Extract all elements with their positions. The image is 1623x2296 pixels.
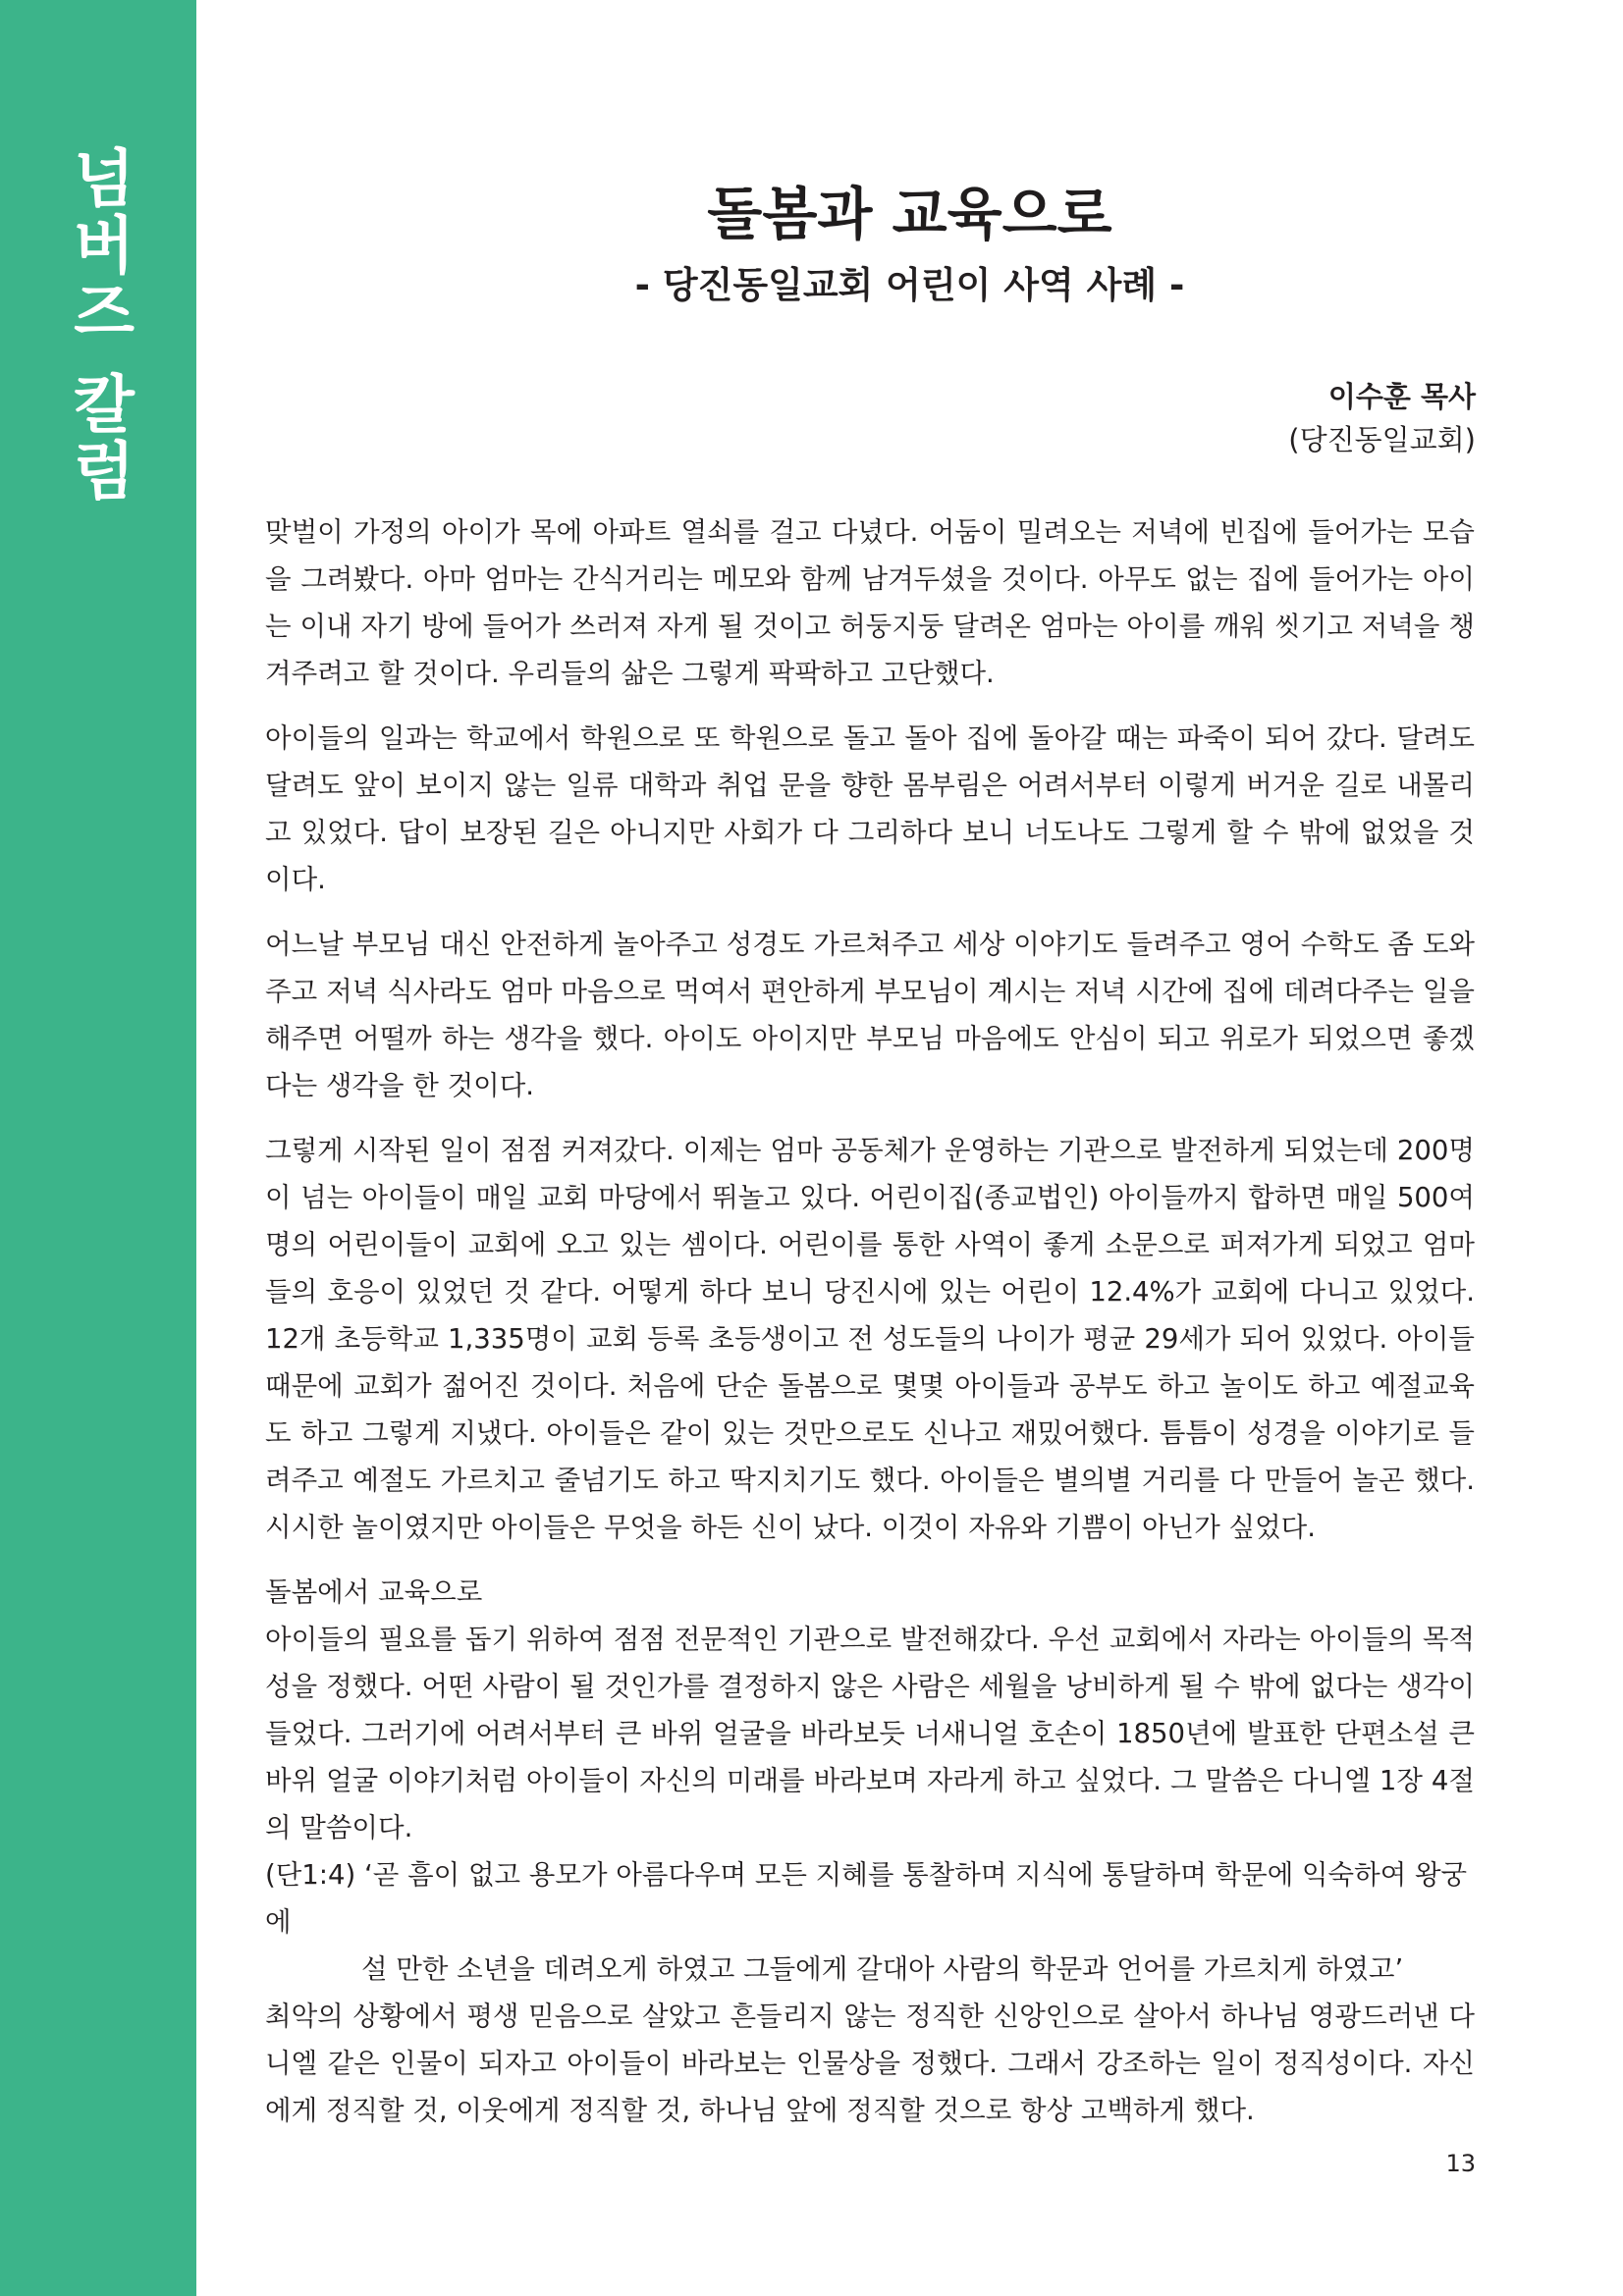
article-body (265, 508, 1475, 2134)
body-paragraph: 아이들의 일과는 학교에서 학원으로 또 학원으로 돌고 돌아 집에 돌아갈 때는 파죽이 되어 갔다. 달려도 달려도 앞이 보이지 않는 일류 대학과 취업 문을 향한 몸부림은 어려서부터 이렇게 버거운 길로 내몰리고 있었다. 답이 보장된 길은 아니지만 사회가 다 그리하다 보니 너도나도 그렇게 할 수 밖에 없었을 것이다. (265, 722, 1475, 895)
section-heading: 돌봄에서 교육으로 (265, 1576, 483, 1608)
author-affiliation: (당진동일교회) (1288, 423, 1476, 456)
article-subtitle: - 당진동일교회 어린이 사역 사례 - (634, 264, 1185, 306)
sidebar-band (0, 0, 196, 2296)
closing-paragraph: 최악의 상황에서 평생 믿음으로 살았고 흔들리지 않는 정직한 신앙인으로 살아서 하나님 영광드러낸 다니엘 같은 인물이 되자고 아이들이 바라보는 인물상을 정했다. 그래서 강조하는 일이 정직성이다. 자신에게 정직할 것, 이웃에게 정직할 것, 하나님 앞에 정직할 것으로 항상 고백하게 했다. (265, 2001, 1475, 2126)
body-paragraph: 그렇게 시작된 일이 점점 커져갔다. 이제는 엄마 공동체가 운영하는 기관으로 발전하게 되었는데 200명이 넘는 아이들이 매일 교회 마당에서 뛰놀고 있다. 어린이집(종교법인) 아이들까지 합하면 매일 500여명의 어린이들이 교회에 오고 있는 셈이다. 어린이를 통한 사역이 좋게 소문으로 퍼져가게 되었고 엄마들의 호응이 있었던 것 같다. 어떻게 하다 보니 당진시에 있는 어린이 12.4%가 교회에 다니고 있었다. 12개 초등학교 1,335명이 교회 등록 초등생이고 전 성도들의 나이가 평균 29세가 되어 있었다. 아이들 때문에 교회가 젊어진 것이다. 처음에 단순 돌봄으로 몇몇 아이들과 공부도 하고 놀이도 하고 예절교육도 하고 그렇게 지냈다. 아이들은 같이 있는 것만으로도 신나고 재밌어했다. 틈틈이 성경을 이야기로 들려주고 예절도 가르치고 줄넘기도 하고 딱지치기도 했다. 아이들은 별의별 거리를 다 만들어 놀곤 했다. 시시한 놀이였지만 아이들은 무엇을 하든 신이 났다. 이것이 자유와 기쁨이 아닌가 싶었다. (265, 1135, 1475, 1543)
scripture-quote-continued: 설 만한 소년을 데려오게 하였고 그들에게 갈대아 사람의 학문과 언어를 가르치게 하였고’ (361, 1953, 1404, 1985)
page-number: 13 (1445, 2150, 1476, 2177)
author-block (1288, 375, 1476, 461)
article-title: 돌봄과 교육으로 (707, 181, 1112, 247)
section-paragraph: 아이들의 필요를 돕기 위하여 점점 전문적인 기관으로 발전해갔다. 우선 교회에서 자라는 아이들의 목적성을 정했다. 어떤 사람이 될 것인가를 결정하지 않은 사람은 세월을 낭비하게 될 수 밖에 없다는 생각이 들었다. 그러기에 어려서부터 큰 바위 얼굴을 바라보듯 너새니얼 호손이 1850년에 발표한 단편소설 큰 바위 얼굴 이야기처럼 아이들이 자신의 미래를 바라보며 자라게 하고 싶었다. 그 말씀은 다니엘 1장 4절의 말씀이다. (265, 1624, 1475, 1843)
author-name: 이수훈 목사 (1327, 380, 1476, 413)
body-paragraph: 맞벌이 가정의 아이가 목에 아파트 열쇠를 걸고 다녔다. 어둠이 밀려오는 저녁에 빈집에 들어가는 모습을 그려봤다. 아마 엄마는 간식거리는 메모와 함께 남겨두셨을 것이다. 아무도 없는 집에 들어가는 아이는 이내 자기 방에 들어가 쓰러져 자게 될 것이고 허둥지둥 달려온 엄마는 아이를 깨워 씻기고 저녁을 챙겨주려고 할 것이다. 우리들의 삶은 그렇게 팍팍하고 고단했다. (265, 516, 1475, 689)
column-label: 넘버즈 칼럼 (62, 145, 135, 506)
scripture-quote: (단1:4) ‘곧 흠이 없고 용모가 아름다우며 모든 지혜를 통찰하며 지식에 통달하며 학문에 익숙하여 왕궁에 (265, 1859, 1468, 1938)
body-paragraph: 어느날 부모님 대신 안전하게 놀아주고 성경도 가르쳐주고 세상 이야기도 들려주고 영어 수학도 좀 도와주고 저녁 식사라도 엄마 마음으로 먹여서 편안하게 부모님이 계시는 저녁 시간에 집에 데려다주는 일을 해주면 어떨까 하는 생각을 했다. 아이도 아이지만 부모님 마음에도 안심이 되고 위로가 되었으면 좋겠다는 생각을 한 것이다. (265, 929, 1475, 1101)
